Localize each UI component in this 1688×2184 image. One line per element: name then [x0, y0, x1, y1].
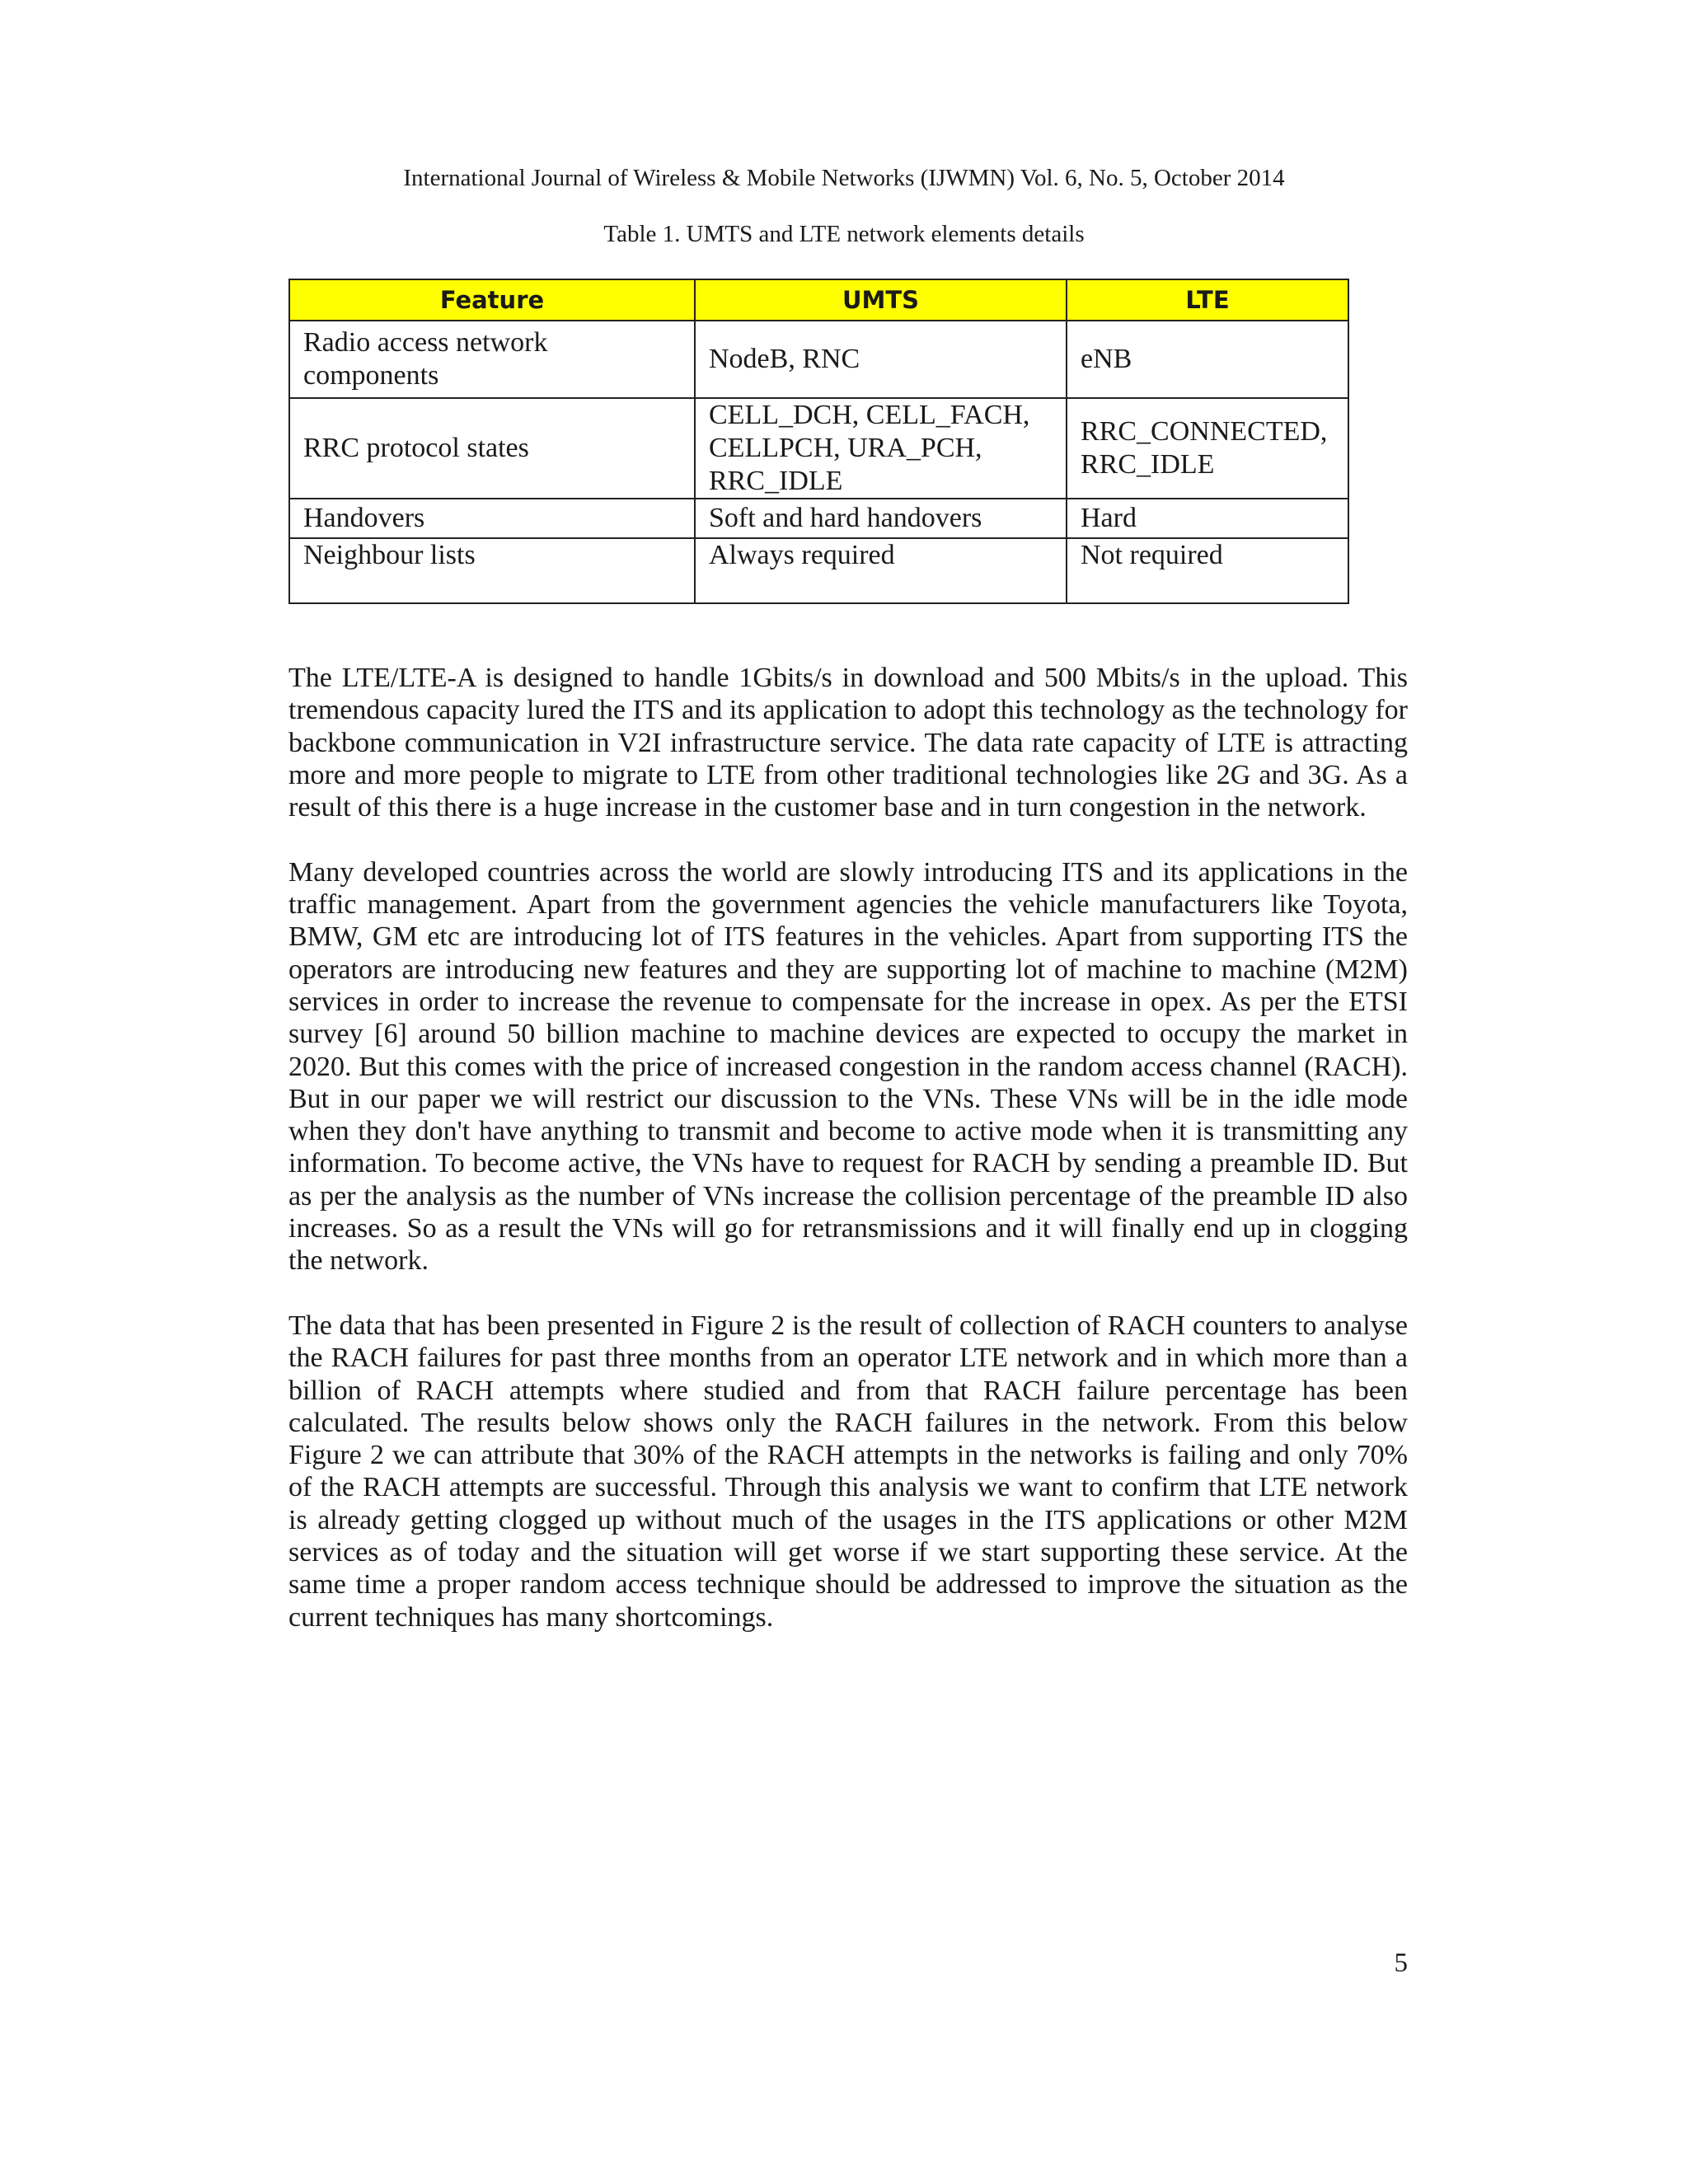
table-cell-feature: Handovers: [289, 499, 695, 538]
table-header-row: [289, 279, 1348, 321]
table-cell-feature: Neighbour lists: [289, 538, 695, 603]
paragraph-its-adoption: Many developed countries across the world are slowly introducing ITS and its applications in the traffic management. Apart from the government agencies the vehicle manufacturers like Toyota, BMW, GM etc are introducing lot of ITS features in the vehicles. Apart from supporting ITS the operators are introducing new features and they are supporting lot of machine to machine (M2M) services in order to increase the revenue to compensate for the increase in opex. As per the ETSI survey [6] around 50 billion machine to machine devices are expected to occupy the market in 2020. But this comes with the price of increased congestion in the random access channel (RACH). But in our paper we will restrict our discussion to the VNs. These VNs will be in the idle mode when they don't have anything to transmit and become to active mode when it is transmitting any information. To become active, the VNs have to request for RACH by sending a preamble ID. But as per the analysis as the number of VNs increase the collision percentage of the preamble ID also increases. So as a result the VNs will go for retransmissions and it will finally end up in clogging the network.: [288, 856, 1408, 1277]
paragraph-rach-analysis: The data that has been presented in Figure 2 is the result of collection of RACH counters to analyse the RACH failures for past three months from an operator LTE network and in which more than a billion of RACH attempts where studied and from that RACH failure percentage has been calculated. The results below shows only the RACH failures in the network. From this below Figure 2 we can attribute that 30% of the RACH attempts in the networks is failing and only 70% of the RACH attempts are successful. Through this analysis we want to confirm that LTE network is already getting clogged up without much of the usages in the ITS applications or other M2M services as of today and the situation will get worse if we start supporting these service. At the same time a proper random access technique should be addressed to improve the situation as the current techniques has many shortcomings.: [288, 1310, 1408, 1633]
journal-header: International Journal of Wireless & Mobile Networks (IJWMN) Vol. 6, No. 5, October 2014: [403, 165, 1285, 191]
table-row: [289, 538, 1348, 603]
table-cell-umts: CELL_DCH, CELL_FACH, CELLPCH, URA_PCH, RRC_IDLE: [695, 398, 1067, 499]
table-row: [289, 398, 1348, 499]
table-cell-umts: NodeB, RNC: [695, 321, 1067, 398]
body-text: [288, 662, 1408, 1666]
header-feature: Feature: [289, 279, 695, 321]
table-cell-umts: Always required: [695, 538, 1067, 603]
table-cell-feature: Radio access network components: [289, 321, 695, 398]
table-cell-lte: RRC_CONNECTED, RRC_IDLE: [1067, 398, 1348, 499]
header-umts: UMTS: [695, 279, 1067, 321]
table-row: [289, 499, 1348, 538]
page-number: 5: [1394, 1948, 1408, 1978]
network-elements-table: [288, 279, 1349, 604]
table-cell-lte: Hard: [1067, 499, 1348, 538]
header-lte: LTE: [1067, 279, 1348, 321]
paragraph-lte-capacity: The LTE/LTE-A is designed to handle 1Gbits/s in download and 500 Mbits/s in the upload. This tremendous capacity lured the ITS and its application to adopt this technology as the technology for backbone communication in V2I infrastructure service. The data rate capacity of LTE is attracting more and more people to migrate to LTE from other traditional technologies like 2G and 3G. As a result of this there is a huge increase in the customer base and in turn congestion in the network.: [288, 663, 1408, 823]
table-cell-feature: RRC protocol states: [289, 398, 695, 499]
table-cell-lte: eNB: [1067, 321, 1348, 398]
table-cell-lte: Not required: [1067, 538, 1348, 603]
table-row: [289, 321, 1348, 398]
table-caption: Table 1. UMTS and LTE network elements details: [603, 221, 1085, 247]
table-cell-umts: Soft and hard handovers: [695, 499, 1067, 538]
